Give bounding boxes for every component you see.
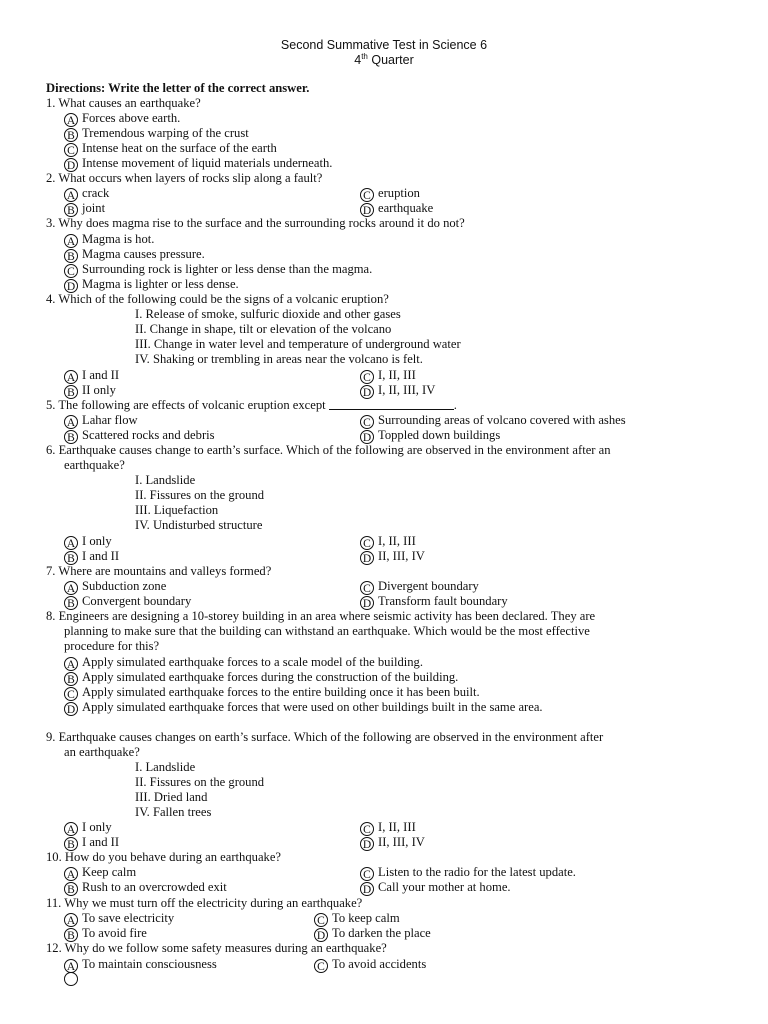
q9-option-d[interactable] bbox=[360, 835, 425, 851]
option-text: Surrounding areas of volcano covered with ashes bbox=[378, 413, 626, 427]
q4-option-b[interactable] bbox=[64, 383, 116, 399]
q9-option-a[interactable] bbox=[64, 820, 112, 836]
answer-circle: A bbox=[64, 657, 78, 671]
option-text: To avoid accidents bbox=[332, 957, 427, 971]
q4-option-c[interactable] bbox=[360, 368, 416, 384]
option-text: Subduction zone bbox=[82, 579, 167, 593]
option-text: Divergent boundary bbox=[378, 579, 479, 593]
option-text: Scattered rocks and debris bbox=[82, 428, 215, 442]
answer-circle: A bbox=[64, 415, 78, 429]
answer-circle: A bbox=[64, 370, 78, 384]
question-10-stem: 10. How do you behave during an earthquake? bbox=[46, 850, 282, 864]
answer-circle: C bbox=[314, 913, 328, 927]
q3-option-d[interactable] bbox=[64, 277, 239, 293]
option-text: eruption bbox=[378, 186, 420, 200]
answer-circle: B bbox=[64, 385, 78, 399]
q3-option-b[interactable] bbox=[64, 247, 205, 263]
q7-option-a[interactable] bbox=[64, 579, 166, 595]
q6-option-c[interactable] bbox=[360, 534, 416, 550]
q12-option-c[interactable] bbox=[314, 957, 426, 973]
answer-circle: A bbox=[64, 913, 78, 927]
q9-item-1: I. Landslide bbox=[135, 760, 196, 774]
test-title: Second Summative Test in Science 6 bbox=[280, 38, 488, 52]
q10-option-d[interactable] bbox=[360, 880, 511, 896]
answer-circle: C bbox=[360, 536, 374, 550]
q9-option-b[interactable] bbox=[64, 835, 119, 851]
q6-item-4: IV. Undisturbed structure bbox=[135, 518, 263, 532]
q5-option-d[interactable] bbox=[360, 428, 500, 444]
q5-option-b[interactable] bbox=[64, 428, 215, 444]
answer-circle: D bbox=[314, 928, 328, 942]
answer-blank[interactable] bbox=[329, 409, 454, 410]
option-text: Listen to the radio for the latest update. bbox=[378, 865, 576, 879]
q4-option-a[interactable] bbox=[64, 368, 119, 384]
q4-item-3: III. Change in water level and temperature of underground water bbox=[135, 337, 461, 351]
q10-option-b[interactable] bbox=[64, 880, 227, 896]
q6-option-a[interactable] bbox=[64, 534, 112, 550]
option-text: To keep calm bbox=[332, 911, 400, 925]
option-text: Apply simulated earthquake forces that were used on other buildings built in the same area. bbox=[82, 700, 543, 714]
answer-circle: B bbox=[64, 837, 78, 851]
option-text: I, II, III bbox=[378, 820, 416, 834]
q11-option-a[interactable] bbox=[64, 911, 174, 927]
q9-item-3: III. Dried land bbox=[135, 790, 208, 804]
answer-circle: B bbox=[64, 128, 78, 142]
answer-circle: A bbox=[64, 188, 78, 202]
answer-circle: D bbox=[360, 385, 374, 399]
q9-option-c[interactable] bbox=[360, 820, 416, 836]
q2-option-b[interactable] bbox=[64, 201, 105, 217]
question-4-stem: 4. Which of the following could be the signs of a volcanic eruption? bbox=[46, 292, 389, 306]
q7-option-b[interactable] bbox=[64, 594, 191, 610]
option-text: Magma is lighter or less dense. bbox=[82, 277, 239, 291]
q1-option-b[interactable] bbox=[64, 126, 249, 142]
option-text: Tremendous warping of the crust bbox=[82, 126, 249, 140]
q8-option-b[interactable] bbox=[64, 670, 458, 686]
option-text: II, III, IV bbox=[378, 835, 425, 849]
answer-circle: D bbox=[360, 203, 374, 217]
answer-circle-empty bbox=[64, 972, 78, 986]
answer-circle: D bbox=[360, 882, 374, 896]
option-text: I and II bbox=[82, 835, 120, 849]
q10-option-a[interactable] bbox=[64, 865, 136, 881]
answer-circle: A bbox=[64, 113, 78, 127]
question-3-stem: 3. Why does magma rise to the surface and the surrounding rocks around it do not? bbox=[46, 216, 465, 230]
option-text: I only bbox=[82, 534, 112, 548]
option-text: To save electricity bbox=[82, 911, 175, 925]
answer-circle: C bbox=[360, 822, 374, 836]
q12-option-a[interactable] bbox=[64, 957, 217, 973]
answer-circle: A bbox=[64, 581, 78, 595]
option-text: I, II, III bbox=[378, 534, 416, 548]
answer-circle: A bbox=[64, 234, 78, 248]
answer-circle: C bbox=[360, 415, 374, 429]
q1-option-c[interactable] bbox=[64, 141, 277, 157]
option-text: To maintain consciousness bbox=[82, 957, 217, 971]
answer-circle: C bbox=[360, 867, 374, 881]
q8-option-a[interactable] bbox=[64, 655, 423, 671]
option-text: Toppled down buildings bbox=[378, 428, 501, 442]
q6-item-2: II. Fissures on the ground bbox=[135, 488, 265, 502]
answer-circle: A bbox=[64, 822, 78, 836]
q3-option-c[interactable] bbox=[64, 262, 372, 278]
answer-circle: C bbox=[360, 370, 374, 384]
question-1-stem: 1. What causes an earthquake? bbox=[46, 96, 201, 110]
question-8-stem: 8. Engineers are designing a 10-storey building in an area where seismic activity has been declared. They are bbox=[46, 609, 596, 623]
question-9-stem: 9. Earthquake causes changes on earth’s surface. Which of the following are observed in the environment after bbox=[46, 730, 604, 744]
option-text: Call your mother at home. bbox=[378, 880, 511, 894]
q6-option-d[interactable] bbox=[360, 549, 425, 565]
q9-item-2: II. Fissures on the ground bbox=[135, 775, 265, 789]
option-text: I only bbox=[82, 820, 112, 834]
answer-circle: C bbox=[64, 264, 78, 278]
option-text: To avoid fire bbox=[82, 926, 147, 940]
answer-circle: B bbox=[64, 249, 78, 263]
option-text: Apply simulated earthquake forces during the construction of the building. bbox=[82, 670, 459, 684]
question-2-stem: 2. What occurs when layers of rocks slip along a fault? bbox=[46, 171, 323, 185]
q7-option-c[interactable] bbox=[360, 579, 479, 595]
q7-option-d[interactable] bbox=[360, 594, 508, 610]
option-text: Keep calm bbox=[82, 865, 137, 879]
q6-item-3: III. Liquefaction bbox=[135, 503, 219, 517]
option-text: Transform fault boundary bbox=[378, 594, 508, 608]
option-text: I, II, III, IV bbox=[378, 383, 436, 397]
answer-circle: C bbox=[360, 188, 374, 202]
option-text: joint bbox=[82, 201, 106, 215]
quarter-word: Quarter bbox=[371, 53, 414, 68]
q11-option-c[interactable] bbox=[314, 911, 400, 927]
question-8-stem-cont2: procedure for this? bbox=[64, 639, 160, 653]
option-text: II only bbox=[82, 383, 116, 397]
option-text: Intense heat on the surface of the earth bbox=[82, 141, 277, 155]
question-5-stem: 5. The following are effects of volcanic eruption except . bbox=[46, 398, 457, 412]
option-text: II, III, IV bbox=[378, 549, 425, 563]
answer-circle: A bbox=[64, 867, 78, 881]
q1-option-d[interactable] bbox=[64, 156, 332, 172]
q9-item-4: IV. Fallen trees bbox=[135, 805, 212, 819]
answer-circle: D bbox=[360, 551, 374, 565]
option-text: Apply simulated earthquake forces to the entire building once it has been built. bbox=[82, 685, 480, 699]
quarter-suffix: th bbox=[361, 52, 368, 61]
q8-option-d[interactable] bbox=[64, 700, 543, 716]
question-6-stem-cont: earthquake? bbox=[64, 458, 125, 472]
q6-item-1: I. Landslide bbox=[135, 473, 196, 487]
q4-item-1: I. Release of smoke, sulfuric dioxide and other gases bbox=[135, 307, 401, 321]
q1-option-a[interactable] bbox=[64, 111, 180, 127]
answer-circle: C bbox=[314, 959, 328, 973]
answer-circle: D bbox=[64, 158, 78, 172]
answer-circle: C bbox=[360, 581, 374, 595]
answer-circle: B bbox=[64, 882, 78, 896]
directions: Directions: Write the letter of the correct answer. bbox=[46, 81, 310, 95]
q11-option-b[interactable] bbox=[64, 926, 147, 942]
answer-circle: D bbox=[64, 279, 78, 293]
question-12-stem: 12. Why do we follow some safety measures during an earthquake? bbox=[46, 941, 387, 955]
q4-option-d[interactable] bbox=[360, 383, 435, 399]
option-text: Magma is hot. bbox=[82, 232, 155, 246]
option-text: Apply simulated earthquake forces to a scale model of the building. bbox=[82, 655, 423, 669]
answer-circle: A bbox=[64, 536, 78, 550]
option-text: Convergent boundary bbox=[82, 594, 192, 608]
q3-option-a[interactable] bbox=[64, 232, 154, 248]
answer-circle: C bbox=[64, 687, 78, 701]
option-text: earthquake bbox=[378, 201, 434, 215]
option-text: I and II bbox=[82, 549, 120, 563]
question-9-stem-cont: an earthquake? bbox=[64, 745, 140, 759]
option-text: Intense movement of liquid materials underneath. bbox=[82, 156, 333, 170]
q5-option-c[interactable] bbox=[360, 413, 626, 429]
question-8-stem-cont: planning to make sure that the building can withstand an earthquake. Which would be the most effective bbox=[64, 624, 590, 638]
answer-circle: B bbox=[64, 203, 78, 217]
option-text: crack bbox=[82, 186, 110, 200]
q10-option-c[interactable] bbox=[360, 865, 576, 881]
q2-option-a[interactable] bbox=[64, 186, 109, 202]
q2-option-c[interactable] bbox=[360, 186, 420, 202]
question-11-stem: 11. Why we must turn off the electricity during an earthquake? bbox=[46, 896, 363, 910]
q4-item-4: IV. Shaking or trembling in areas near the volcano is felt. bbox=[135, 352, 423, 366]
quarter-label bbox=[0, 52, 768, 67]
option-text: I and II bbox=[82, 368, 120, 382]
option-text: I, II, III bbox=[378, 368, 416, 382]
q4-item-2: II. Change in shape, tilt or elevation of the volcano bbox=[135, 322, 392, 336]
q12-option-b[interactable] bbox=[64, 972, 82, 988]
option-text: Magma causes pressure. bbox=[82, 247, 205, 261]
q5-stem-text: 5. The following are effects of volcanic eruption except bbox=[46, 398, 326, 412]
quarter-number: 4 bbox=[354, 53, 362, 68]
answer-circle: B bbox=[64, 672, 78, 686]
answer-circle: D bbox=[64, 702, 78, 716]
option-text: Lahar flow bbox=[82, 413, 138, 427]
answer-circle: D bbox=[360, 837, 374, 851]
q6-option-b[interactable] bbox=[64, 549, 119, 565]
option-text: Rush to an overcrowded exit bbox=[82, 880, 227, 894]
answer-circle: D bbox=[360, 596, 374, 610]
option-text: Forces above earth. bbox=[82, 111, 181, 125]
q5-option-a[interactable] bbox=[64, 413, 138, 429]
answer-circle: B bbox=[64, 551, 78, 565]
answer-circle: D bbox=[360, 430, 374, 444]
answer-circle: B bbox=[64, 596, 78, 610]
q11-option-d[interactable] bbox=[314, 926, 431, 942]
q8-option-c[interactable] bbox=[64, 685, 480, 701]
q2-option-d[interactable] bbox=[360, 201, 433, 217]
question-7-stem: 7. Where are mountains and valleys formed? bbox=[46, 564, 272, 578]
answer-circle: B bbox=[64, 928, 78, 942]
question-6-stem: 6. Earthquake causes change to earth’s surface. Which of the following are observed in the environment after an bbox=[46, 443, 611, 457]
option-text: Surrounding rock is lighter or less dense than the magma. bbox=[82, 262, 373, 276]
answer-circle: B bbox=[64, 430, 78, 444]
answer-circle: C bbox=[64, 143, 78, 157]
answer-circle: A bbox=[64, 959, 78, 973]
option-text: To darken the place bbox=[332, 926, 431, 940]
